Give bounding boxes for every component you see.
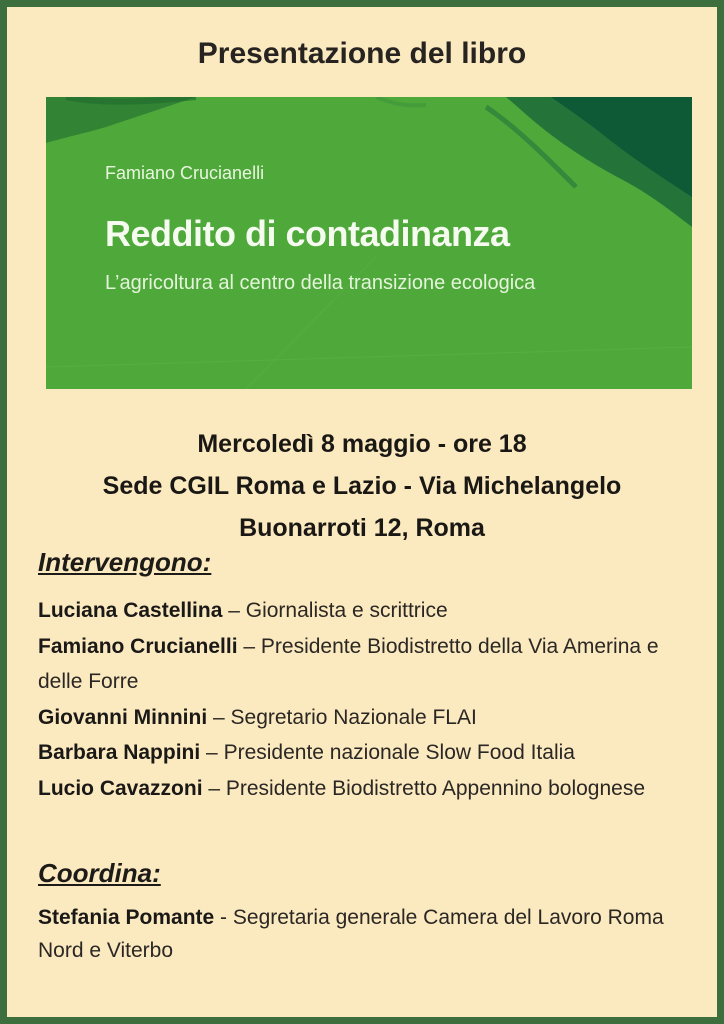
speaker-item — [38, 735, 708, 771]
speaker-name: Giovanni Minnini — [38, 705, 208, 729]
speaker-name: Barbara Nappini — [38, 741, 201, 764]
speaker-name: Lucio Cavazzoni — [38, 776, 203, 800]
coordinator-role: - Segretaria generale Camera del Lavoro Roma Nord e Viterbo — [38, 906, 664, 962]
book-subtitle: L’agricoltura al centro della transizione ecologica — [105, 272, 536, 294]
event-venue-line2: Buonarroti 12, Roma — [239, 514, 485, 542]
speaker-name: Famiano Crucianelli — [38, 634, 238, 658]
speakers-heading: Intervengono: — [38, 547, 212, 577]
book-title: Reddito di contadinanza — [105, 213, 510, 254]
coordinator-heading: Coordina: — [38, 858, 161, 888]
coordinator-name: Stefania Pomante — [38, 906, 215, 929]
speaker-item — [38, 593, 708, 629]
speaker-role: – Presidente nazionale Slow Food Italia — [200, 741, 575, 764]
speaker-role: – Giornalista e scrittrice — [222, 599, 448, 622]
event-details — [27, 423, 697, 549]
speaker-item — [38, 629, 708, 700]
coordinator-item — [38, 901, 698, 967]
event-date: Mercoledì 8 maggio - ore 18 — [197, 430, 527, 458]
page-title: Presentazione del libro — [197, 37, 527, 70]
speaker-role: – Presidente Biodistretto Appennino bolognese — [202, 776, 646, 800]
speaker-name: Luciana Castellina — [38, 599, 223, 622]
speakers-list — [38, 593, 708, 806]
coordinator-block — [38, 901, 698, 967]
book-author: Famiano Crucianelli — [105, 163, 265, 183]
speaker-role: – Segretario Nazionale FLAI — [207, 705, 477, 729]
speaker-role: – Presidente Biodistretto della Via Amerina e delle Forre — [38, 634, 659, 693]
event-venue-line1: Sede CGIL Roma e Lazio - Via Michelangelo — [102, 472, 622, 500]
book-cover-banner — [46, 97, 692, 389]
speaker-item — [38, 700, 708, 736]
speaker-item — [38, 771, 708, 807]
